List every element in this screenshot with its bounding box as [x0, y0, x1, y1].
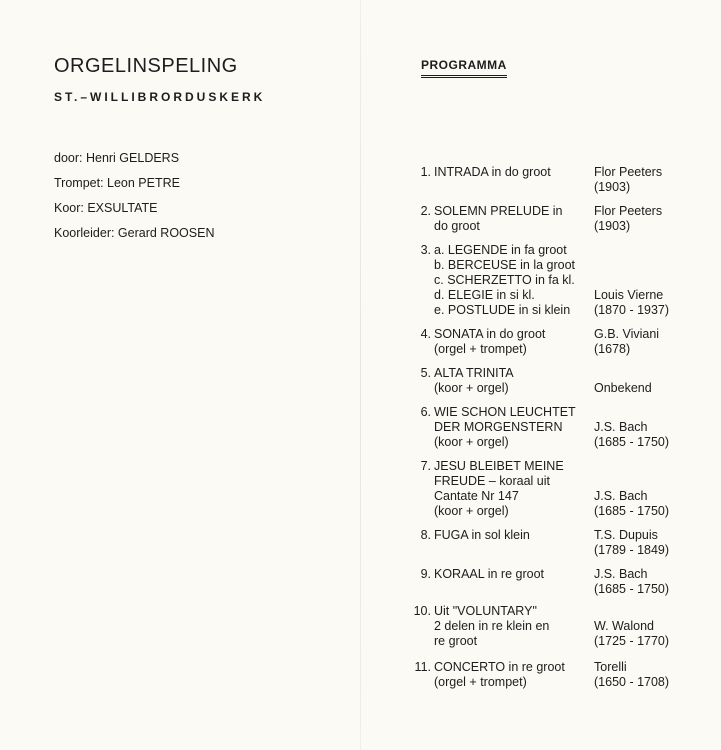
program-item-composer	[594, 619, 698, 649]
program-item-composer	[594, 489, 698, 519]
composer-dates: (1650 - 1708)	[594, 675, 670, 689]
program-item-composer	[594, 381, 698, 396]
composer-dates: (1685 - 1750)	[594, 582, 670, 596]
composer-name: J.S. Bach	[594, 567, 648, 581]
composer-name: J.S. Bach	[594, 489, 648, 503]
page-fold	[360, 0, 361, 750]
program-item-title	[434, 327, 596, 357]
composer-name: Torelli	[594, 660, 627, 674]
program-item-title-line: SONATA in do groot	[434, 327, 546, 341]
program-item-number: 1.	[420, 165, 431, 179]
program-item-title	[434, 660, 596, 690]
program-item-title	[434, 405, 596, 450]
program-item-title-line: Uit "VOLUNTARY"	[434, 604, 537, 618]
credit-trumpet: Trompet: Leon PETRE	[54, 176, 180, 190]
composer-name: G.B. Viviani	[594, 327, 660, 341]
credit-choir-leader: Koorleider: Gerard ROOSEN	[54, 226, 215, 240]
program-item-composer	[594, 567, 698, 597]
composer-dates: (1678)	[594, 342, 631, 356]
program-item-title-line: do groot	[434, 219, 480, 233]
program-item-number: 7.	[420, 459, 431, 473]
program-item-title-line: WIE SCHON LEUCHTET	[434, 405, 576, 419]
program-item-title	[434, 243, 596, 318]
program-item-title-line: (koor + orgel)	[434, 435, 509, 449]
composer-name: Onbekend	[594, 381, 652, 395]
composer-name: J.S. Bach	[594, 420, 648, 434]
program-item-title-line: INTRADA in do groot	[434, 165, 551, 179]
composer-dates: (1870 - 1937)	[594, 303, 670, 317]
program-item-title-line: (orgel + trompet)	[434, 675, 527, 689]
composer-name: W. Walond	[594, 619, 654, 633]
composer-name: Flor Peeters	[594, 204, 663, 218]
program-item-title-line: re groot	[434, 634, 478, 648]
program-item-composer	[594, 165, 698, 195]
program-item-title-line: (koor + orgel)	[434, 381, 509, 395]
program-item-title	[434, 604, 596, 649]
credit-choir: Koor: EXSULTATE	[54, 201, 158, 215]
composer-dates: (1903)	[594, 180, 631, 194]
composer-name: Flor Peeters	[594, 165, 663, 179]
program-item-number: 11.	[414, 660, 431, 674]
program-item-number: 6.	[420, 405, 431, 419]
program-item-number: 10.	[413, 604, 431, 618]
program-item-composer	[594, 204, 698, 234]
program-item-title-line: KORAAL in re groot	[434, 567, 545, 581]
program-item-title	[434, 366, 596, 396]
program-item-title-line: CONCERTO in re groot	[434, 660, 565, 674]
church-name: ST.–WILLIBRORDUSKERK	[54, 90, 266, 104]
program-item-number: 4.	[420, 327, 431, 341]
program-item-number: 9.	[420, 567, 431, 581]
composer-name: T.S. Dupuis	[594, 528, 658, 542]
program-item-number: 2.	[420, 204, 431, 218]
composer-dates: (1903)	[594, 219, 631, 233]
program-item-title-line: (koor + orgel)	[434, 504, 509, 518]
program-item-composer	[594, 528, 698, 558]
program-item-title-line: b. BERCEUSE in la groot	[434, 258, 576, 272]
program-item-composer	[594, 420, 698, 450]
program-item-number: 5.	[420, 366, 431, 380]
program-item-title	[434, 567, 596, 582]
program-item-title-line: a. LEGENDE in fa groot	[434, 243, 567, 257]
program-heading: PROGRAMMA	[421, 58, 507, 78]
program-item-title	[434, 528, 596, 543]
program-item-title-line: JESU BLEIBET MEINE	[434, 459, 564, 473]
program-item-title-line: c. SCHERZETTO in fa kl.	[434, 273, 575, 287]
program-item-title-line: e. POSTLUDE in si klein	[434, 303, 571, 317]
program-item-composer	[594, 288, 698, 318]
program-item-title-line: FREUDE – koraal uit	[434, 474, 551, 488]
credit-organist: door: Henri GELDERS	[54, 151, 180, 165]
composer-dates: (1685 - 1750)	[594, 504, 670, 518]
program-item-title-line: d. ELEGIE in si kl.	[434, 288, 535, 302]
program-item-title-line: (orgel + trompet)	[434, 342, 527, 356]
program-item-number: 3.	[420, 243, 431, 257]
program-item-title-line: 2 delen in re klein en	[434, 619, 550, 633]
composer-name: Louis Vierne	[594, 288, 664, 302]
program-item-title-line: ALTA TRINITA	[434, 366, 514, 380]
composer-dates: (1725 - 1770)	[594, 634, 670, 648]
program-item-composer	[594, 327, 698, 357]
program-item-title	[434, 204, 596, 234]
program-item-composer	[594, 660, 698, 690]
composer-dates: (1685 - 1750)	[594, 435, 670, 449]
program-item-title-line: Cantate Nr 147	[434, 489, 519, 503]
composer-dates: (1789 - 1849)	[594, 543, 670, 557]
program-item-title	[434, 459, 596, 519]
program-item-title-line: FUGA in sol klein	[434, 528, 530, 542]
program-item-title	[434, 165, 596, 180]
program-item-title-line: SOLEMN PRELUDE in	[434, 204, 563, 218]
program-item-title-line: DER MORGENSTERN	[434, 420, 563, 434]
page-title: ORGELINSPELING	[54, 55, 238, 77]
program-item-number: 8.	[420, 528, 431, 542]
